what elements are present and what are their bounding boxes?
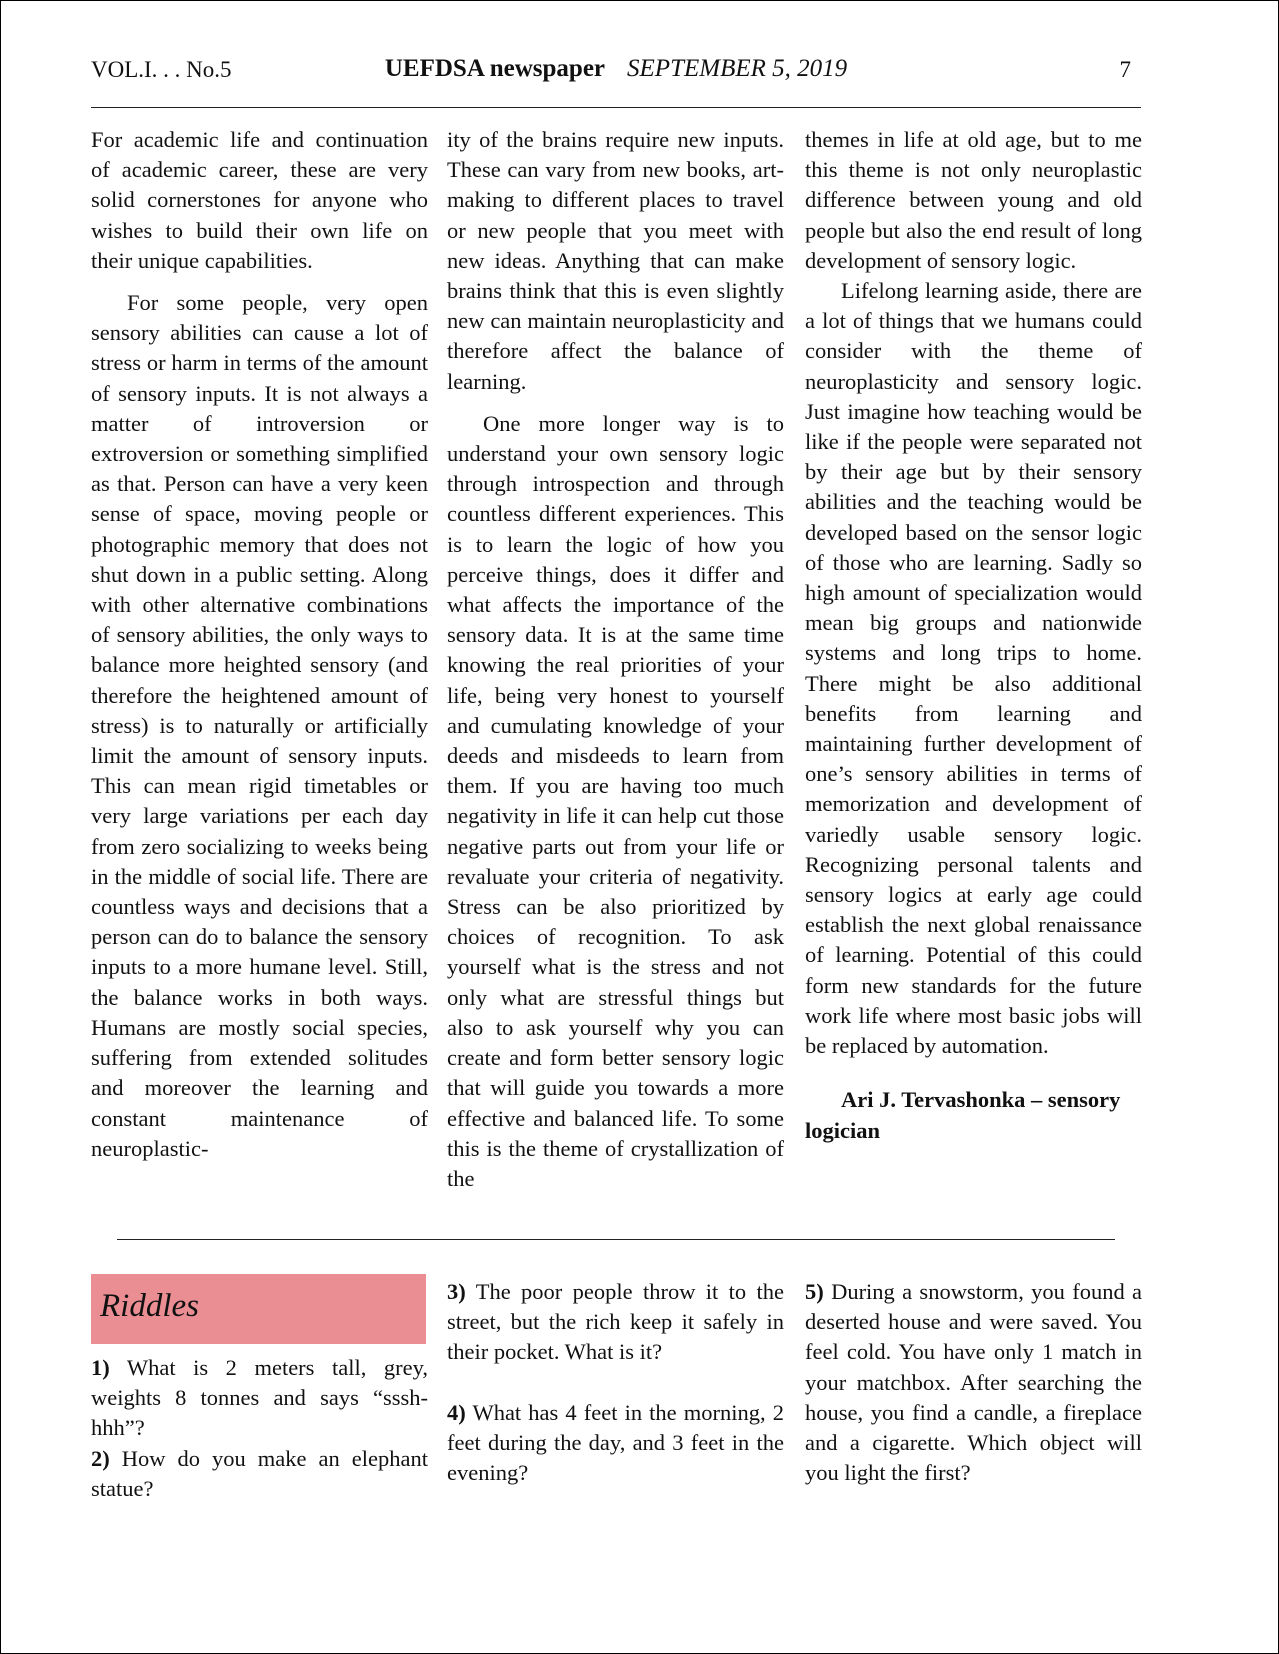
article-paragraph: For some people, very open sensory abilities can cause a lot of stress or harm in terms of the amount of sensory inputs. It is not always a matter of introversion or extroversion or something simplified as that. Person can have a very keen sense of space, moving people or photographic memory that does not shut down in a public setting. Along with other alternative combinations of sensory abilities, the only ways to balance more heighted sensory (and therefore the heightened amount of stress) is to naturally or artificially limit the amount of sensory inputs. This can mean rigid timetables or very large variations per each day from zero socializing to weeks being in the middle of social life. There are countless ways and decisions that a person can do to balance the sensory inputs to a more humane level. Still, the balance works in both ways. Humans are mostly social species, suffering from extended solitudes and moreover the learning and constant maintenance of neuroplastic-	[91, 290, 428, 1161]
page-header	[91, 53, 1141, 93]
riddles-title: Riddles	[100, 1288, 199, 1324]
article-column-3	[805, 125, 1142, 1146]
riddle-text: How do you make an elephant statue?	[91, 1445, 428, 1501]
article-column-1	[91, 125, 428, 1164]
newspaper-name: UEFDSA newspaper	[384, 55, 606, 82]
article-paragraph: For academic life and continuation of academic career, these are very solid cornerstones for anyone who wishes to build their own life on their unique capabilities.	[91, 127, 428, 273]
riddle-number: 3)	[447, 1279, 466, 1304]
riddles-column-3	[805, 1277, 1142, 1488]
article-paragraph: themes in life at old age, but to me this theme is not only neuroplastic difference between young and old people but also the end result of long development of sensory logic.	[805, 127, 1142, 273]
article-paragraph: Lifelong learning aside, there are a lot of things that we humans could consider with the theme of neuroplasticity and sensory logic. Just imagine how teaching would be like if the people were separated not by their age but by their sensory abilities and the teaching would be developed based on the sensor logic of those who are learning. Sadly so high amount of specialization would mean big groups and nationwide systems and long trips to home. There might be also additional benefits from learning and maintaining further development of one’s sensory abilities in terms of memorization and development of variedly usable sensory logic. Recognizing personal talents and sensory logics at early age could establish the next global renaissance of learning. Potential of this could form new standards for the future work life where most basic jobs will be replaced by automation.	[805, 278, 1142, 1059]
article-column-2	[447, 125, 784, 1194]
riddle-text: What is 2 meters tall, grey, weights 8 tonnes and says “sssh-hhh”?	[91, 1355, 428, 1441]
article-author: Ari J. Tervashonka – sensory logician	[805, 1087, 1121, 1143]
article-paragraph: One more longer way is to understand your own sensory logic through introspection and through countless different experiences. This is to learn the logic of how you perceive things, does it differ and what affects the importance of the sensory data. It is at the same time knowing the real priorities of your life, being very honest to yourself and cumulating knowledge of your deeds and misdeeds to learn from them. If you are having too much negativity in life it can help cut those negative parts out from your life or revaluate your criteria of negativity. Stress can be also prioritized by choices of recognition. To ask yourself what is the stress and not only what are stressful things but also to ask yourself why you can create and form better sensory logic that will guide you towards a more effective and balanced life. To some this is the theme of crystallization of the	[447, 410, 784, 1191]
riddle-number: 4)	[447, 1399, 466, 1425]
riddle-item	[805, 1277, 1142, 1488]
riddle-item	[447, 1277, 784, 1368]
riddle-text: During a snowstorm, you found a deserted house and were saved. You feel cold. You have only 1 match in your matchbox. After searching the house, you find a candle, a fireplace and a cigarette. Which object will you light the first?	[805, 1279, 1142, 1486]
article-paragraph: ity of the brains require new inputs. These can vary from new books, art-making to different places to travel or new people that you meet with new ideas. Anything that can make brains think that this is even slightly new can maintain neuroplasticity and therefore affect the balance of learning.	[447, 127, 784, 394]
riddle-text: What has 4 feet in the morning, 2 feet during the day, and 3 feet in the evening?	[447, 1399, 784, 1486]
riddle-text: The poor people throw it to the street, but the rich keep it safely in their pocket. What is it?	[447, 1279, 784, 1365]
header-divider	[91, 107, 1141, 108]
riddle-number: 1)	[91, 1355, 110, 1380]
riddles-heading-box	[91, 1274, 426, 1344]
riddles-column-1	[91, 1353, 428, 1504]
masthead	[91, 55, 1141, 83]
riddle-number: 2)	[91, 1445, 110, 1471]
riddle-item	[91, 1353, 428, 1444]
issue-date: SEPTEMBER 5, 2019	[627, 55, 848, 82]
section-divider	[117, 1239, 1115, 1240]
riddles-column-2	[447, 1277, 784, 1488]
riddle-item	[447, 1398, 784, 1489]
volume-number: VOL.I. . . No.5	[91, 57, 232, 82]
riddle-number: 5)	[805, 1279, 824, 1304]
page-number: 7	[1119, 57, 1131, 82]
riddle-item	[91, 1444, 428, 1504]
